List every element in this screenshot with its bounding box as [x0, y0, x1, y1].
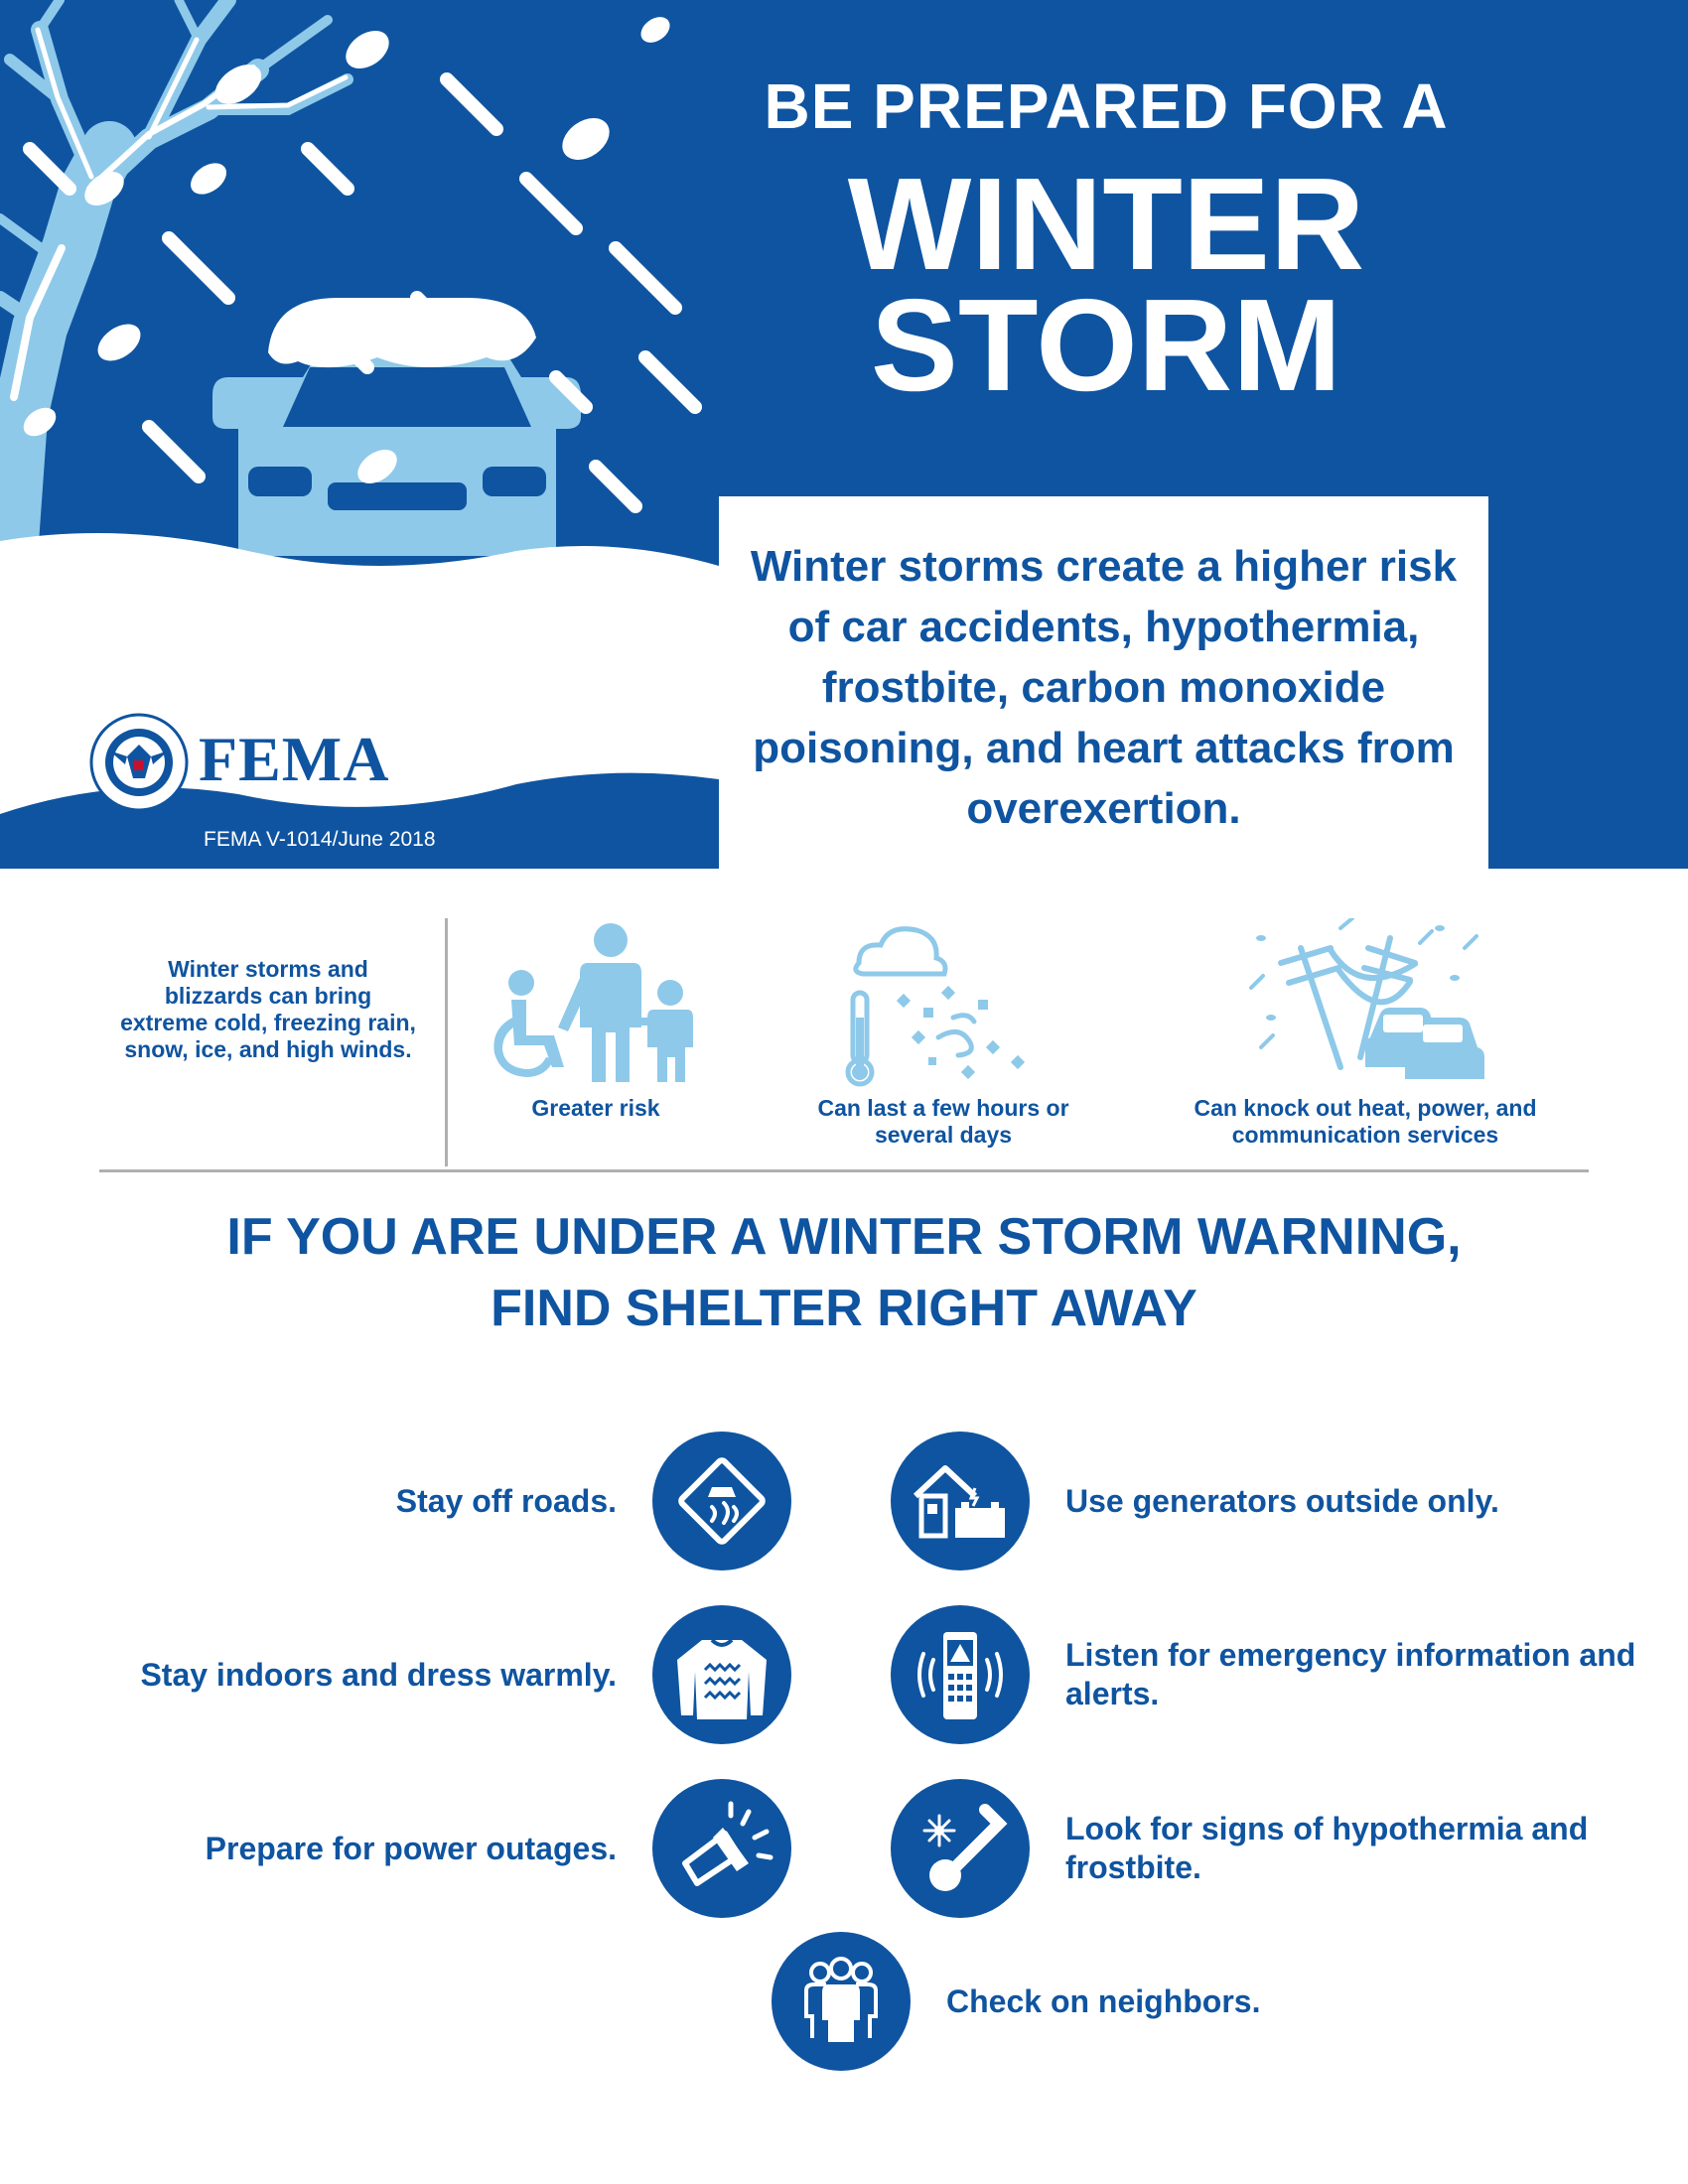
vertical-divider — [445, 918, 448, 1166]
title-subheading: BE PREPARED FOR A — [764, 70, 1449, 142]
title-line-winter: WINTER — [847, 151, 1365, 297]
emergency-radio-icon — [891, 1605, 1030, 1744]
snowed-car-illustration — [212, 298, 581, 556]
page-title — [719, 151, 1493, 418]
sweater-icon — [652, 1605, 791, 1744]
fact-caption: Can last a few hours or several days — [817, 1095, 1069, 1148]
action-generators — [891, 1432, 1499, 1570]
action-text: Listen for emergency information and alerts. — [1065, 1637, 1636, 1711]
action-text: Look for signs of hypothermia and frostbite. — [1065, 1811, 1589, 1885]
family-wheelchair-icon — [477, 918, 715, 1087]
fact-caption: Greater risk — [531, 1095, 660, 1121]
warning-heading — [0, 1201, 1688, 1344]
action-text: Check on neighbors. — [946, 1982, 1261, 2019]
fact-outages — [1177, 918, 1554, 1149]
snow-thermometer-icon — [829, 918, 1057, 1087]
neighbors-icon — [772, 1932, 911, 2071]
action-check-neighbors — [772, 1932, 1260, 2071]
action-text: Use generators outside only. — [1065, 1482, 1499, 1519]
action-power-outages — [206, 1779, 791, 1918]
horizontal-divider — [99, 1169, 1589, 1172]
fact-duration — [804, 918, 1082, 1149]
action-text: Stay off roads. — [395, 1482, 617, 1519]
generator-icon — [891, 1432, 1030, 1570]
risk-callout-text: Winter storms create a higher risk of car accidents, hypothermia, frostbite, carbon monoxide poisoning, and heart attacks from overexertion. — [750, 542, 1458, 833]
fema-logo-wordmark: FEMA — [199, 724, 390, 794]
action-stay-indoors — [140, 1605, 791, 1744]
facts-intro-text: Winter storms and blizzards can bring extreme cold, freezing rain, snow, ice, and high winds. — [120, 956, 416, 1062]
hero-banner — [0, 0, 1688, 869]
risk-callout-box — [719, 496, 1488, 869]
warning-line-1: IF YOU ARE UNDER A WINTER STORM WARNING, — [226, 1208, 1462, 1266]
fact-caption: Can knock out heat, power, and communication services — [1194, 1095, 1537, 1148]
facts-row — [0, 869, 1688, 1171]
downed-power-lines-icon — [1241, 918, 1489, 1087]
action-text: Stay indoors and dress warmly. — [140, 1656, 617, 1693]
fact-greater-risk — [467, 918, 725, 1122]
action-hypothermia-signs — [891, 1779, 1688, 1918]
cold-thermometer-icon — [891, 1779, 1030, 1918]
flashlight-icon — [652, 1779, 791, 1918]
warning-line-2: FIND SHELTER RIGHT AWAY — [491, 1280, 1197, 1337]
slippery-road-icon — [652, 1432, 791, 1570]
publication-code: FEMA V-1014/June 2018 — [204, 828, 436, 851]
dhs-seal-icon — [89, 713, 189, 812]
action-stay-off-roads — [396, 1432, 791, 1570]
action-text: Prepare for power outages. — [205, 1830, 617, 1866]
action-listen-alerts — [891, 1605, 1688, 1744]
title-line-storm: STORM — [870, 272, 1342, 418]
